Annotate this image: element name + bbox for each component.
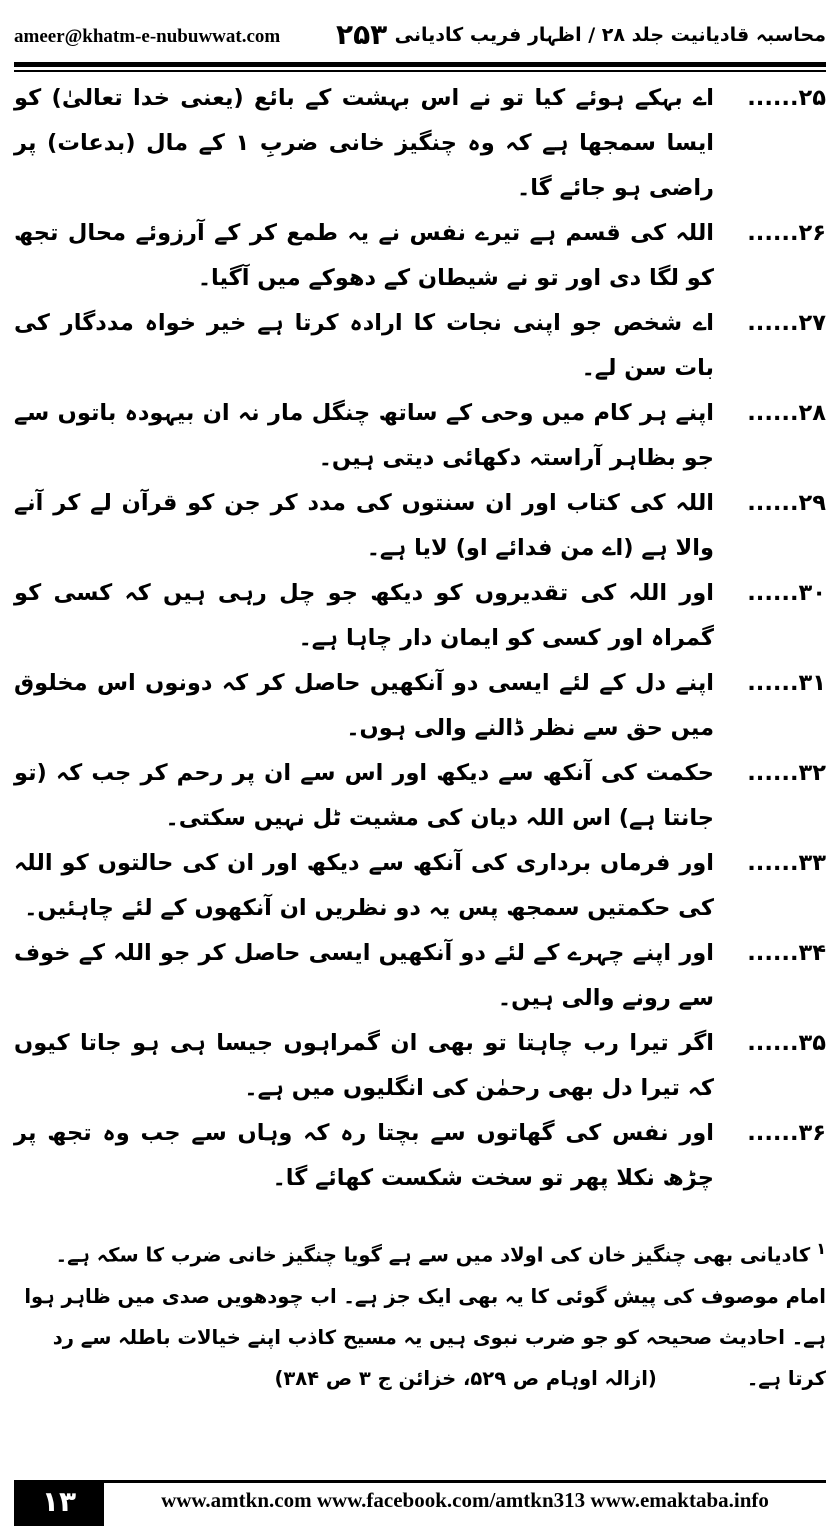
item-number: ۲۹...... xyxy=(747,490,826,516)
item-number: ۳۰...... xyxy=(747,580,826,606)
item-text: اور اپنے چہرے کے لئے دو آنکھیں ایسی حاصل کر جو اللہ کے خوف سے رونے والی ہیں۔ xyxy=(14,940,714,1011)
footnote xyxy=(14,1228,826,1399)
item-text: اور نفس کی گھاتوں سے بچتا رہ کہ وہاں سے جب وہ تجھ پر چڑھ نکلا پھر تو سخت شکست کھائے گا۔ xyxy=(14,1120,714,1191)
list-item xyxy=(14,571,826,661)
page-footer xyxy=(14,1480,826,1528)
footnote-marker: ۱ xyxy=(816,1239,826,1258)
item-number: ۲۷...... xyxy=(747,310,826,336)
footer-links: www.amtkn.com www.facebook.com/amtkn313 www.emaktaba.info xyxy=(161,1488,769,1512)
item-text: اے شخص جو اپنی نجات کا ارادہ کرتا ہے خیر خواہ مددگار کی بات سن لے۔ xyxy=(14,310,714,381)
item-number: ۳۳...... xyxy=(747,850,826,876)
list-item xyxy=(14,661,826,751)
header-rule-thick xyxy=(14,62,826,67)
list-item xyxy=(14,481,826,571)
header-email: ameer@khatm-e-nubuwwat.com xyxy=(14,26,281,47)
footnote-reference: (ازالہ اوہام ص ۵۲۹، خزائن ج ۳ ص ۳۸۴) xyxy=(274,1366,657,1390)
item-text: اللہ کی قسم ہے تیرے نفس نے یہ طمع کر کے آرزوئے محال تجھ کو لگا دی اور تو نے شیطان کے دھوکے میں آگیا۔ xyxy=(14,220,714,291)
numbered-items xyxy=(14,76,826,1201)
item-text: اگر تیرا رب چاہتا تو بھی ان گمراہوں جیسا ہی ہو جاتا کیوں کہ تیرا دل بھی رحمٰن کی انگلیوں میں ہے۔ xyxy=(14,1030,714,1101)
page-header xyxy=(14,18,826,58)
item-number: ۳۵...... xyxy=(747,1030,826,1056)
list-item xyxy=(14,211,826,301)
item-text: اللہ کی کتاب اور ان سنتوں کی مدد کر جن کو قرآن لے کر آنے والا ہے (اے من فدائے او) لایا ہے۔ xyxy=(14,490,714,561)
list-item xyxy=(14,1111,826,1201)
item-number: ۳۱...... xyxy=(747,670,826,696)
item-number: ۳۴...... xyxy=(747,940,826,966)
item-number: ۳۲...... xyxy=(747,760,826,786)
item-text: اپنے دل کے لئے ایسی دو آنکھیں حاصل کر کہ دونوں اس مخلوق میں حق سے نظر ڈالنے والی ہوں۔ xyxy=(14,670,714,741)
item-text: اور فرماں برداری کی آنکھ سے دیکھ اور ان کی حالتوں کو اللہ کی حکمتیں سمجھ پس یہ دو نظریں ان آنکھوں کے لئے چاہئیں۔ xyxy=(14,850,714,921)
item-number: ۲۵...... xyxy=(747,85,826,111)
item-text: اور اللہ کی تقدیروں کو دیکھ جو چل رہی ہیں کہ کسی کو گمراہ اور کسی کو ایمان دار چاہا ہے۔ xyxy=(14,580,714,651)
page-number: ۲۵۳ xyxy=(336,18,388,51)
item-text: حکمت کی آنکھ سے دیکھ اور اس سے ان پر رحم کر جب کہ (تو جانتا ہے) اس اللہ دیان کی مشیت ٹل نہیں سکتی۔ xyxy=(14,760,714,831)
item-number: ۳۶...... xyxy=(747,1120,826,1146)
folio-number: ۱۳ xyxy=(14,1480,104,1526)
list-item xyxy=(14,1021,826,1111)
list-item xyxy=(14,751,826,841)
header-rule-thin xyxy=(14,70,826,72)
item-number: ۲۶...... xyxy=(747,220,826,246)
list-item xyxy=(14,931,826,1021)
running-title: محاسبہ قادیانیت جلد ۲۸ / اظہار فریب کادیانی xyxy=(394,24,826,46)
item-number: ۲۸...... xyxy=(747,400,826,426)
footer-rule xyxy=(104,1480,826,1483)
list-item xyxy=(14,391,826,481)
footnote-text: کادیانی بھی چنگیز خان کی اولاد میں سے ہے گویا چنگیز خانی ضرب کا سکہ ہے۔ امام موصوف کی پیش گوئی کا یہ بھی ایک جز ہے۔ اب چودھویں صدی میں ظاہر ہوا ہے۔ احادیث صحیحہ کو جو ضرب نبوی ہیں یہ مسیح کاذب اپنے خیالات باطلہ سے رد کرتا ہے۔ xyxy=(24,1243,826,1390)
list-item xyxy=(14,301,826,391)
item-text: اے بہکے ہوئے کیا تو نے اس بہشت کے بائع (یعنی خدا تعالیٰ) کو ایسا سمجھا ہے کہ وہ چنگیز خانی ضربِ ۱ کے مال (بدعات) پر راضی ہو جائے گا۔ xyxy=(14,85,714,201)
item-text: اپنے ہر کام میں وحی کے ساتھ چنگل مار نہ ان بیہودہ باتوں سے جو بظاہر آراستہ دکھائی دیتی ہیں۔ xyxy=(14,400,714,471)
list-item xyxy=(14,76,826,211)
list-item xyxy=(14,841,826,931)
